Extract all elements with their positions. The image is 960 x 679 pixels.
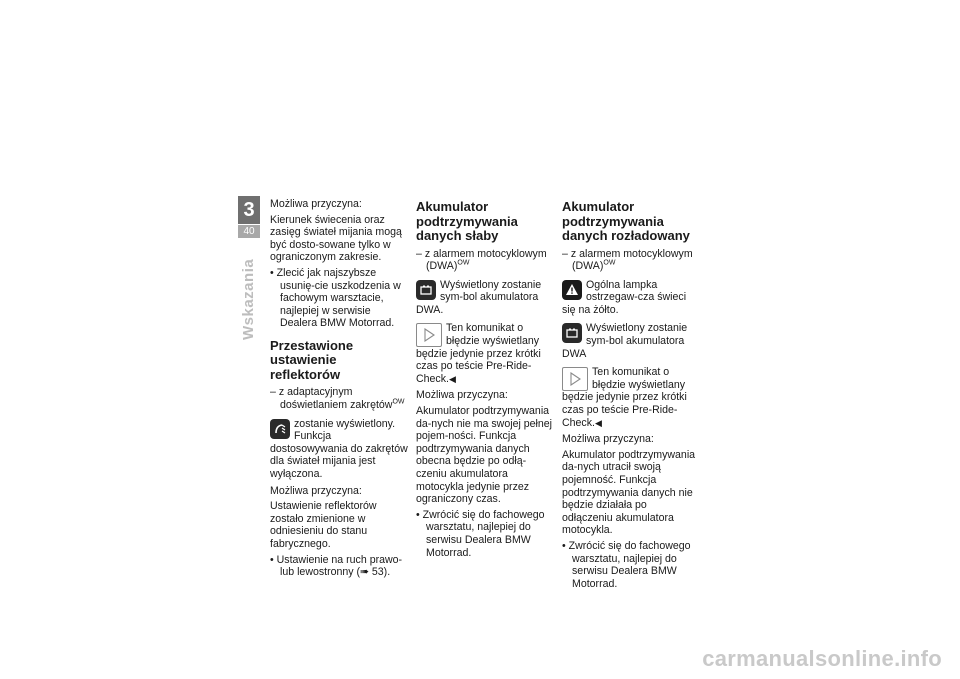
cause-text: Ustawienie reflektorów zostało zmienione w odniesieniu do stanu fabrycznego. — [270, 500, 377, 550]
icon-description: Wyświetlony zostanie sym-bol akumulatora DWA — [562, 322, 688, 360]
chapter-number: 3 — [238, 196, 260, 224]
icon-block — [270, 418, 408, 481]
option-marker: OW — [392, 398, 405, 406]
bullet-item: • Zwrócić się do fachowego warsztatu, najlepiej do serwisu Dealera BMW Motorrad. — [416, 508, 545, 559]
cause-label: Możliwa przyczyna: — [562, 433, 654, 446]
dash-item — [416, 248, 554, 273]
bullet-item: • Zwrócić się do fachowego warsztatu, najlepiej do serwisu Dealera BMW Motorrad. — [562, 539, 691, 590]
section-heading: Akumulator podtrzymywania danych rozładowany — [562, 199, 690, 243]
section-heading: Akumulator podtrzymywania danych słaby — [416, 199, 518, 243]
bullet-item: • Zlecić jak najszybsze usunię-cie uszkodzenia w fachowym warsztacie, najlepiej w serwisie Dealera BMW Motorrad. — [270, 266, 401, 330]
watermark: carmanualsonline.info — [702, 646, 942, 671]
cause-label: Możliwa przyczyna: — [270, 198, 362, 210]
dwa-battery-icon — [416, 280, 436, 300]
icon-description: Ogólna lampka ostrzegaw-cza świeci się na żółto. — [562, 278, 687, 316]
icon-description: Wyświetlony zostanie sym-bol akumulatora DWA. — [416, 278, 542, 316]
icon-description: zostanie wyświetlony. Funkcja dostosowywania do zakrętów dla świateł mijania jest wyłączona. — [270, 417, 408, 480]
section-heading: Przestawione ustawienie reflektorów — [270, 337, 354, 382]
chapter-badge — [238, 196, 260, 240]
dash-item — [270, 386, 408, 411]
chapter-side-label: Wskazania — [240, 258, 257, 340]
dash-text: – z alarmem motocyklowym (DWA) — [562, 247, 693, 273]
column-3 — [562, 198, 700, 593]
cause-text: Kierunek świecenia oraz zasięg świateł mijania mogą być dosto-sowane tylko w ograniczonym zakresie. — [270, 213, 402, 264]
cause-label: Możliwa przyczyna: — [270, 484, 362, 497]
end-mark-icon: ◀ — [594, 417, 602, 428]
column-2 — [416, 198, 554, 562]
end-mark-icon: ◀ — [448, 373, 456, 384]
dash-text: – z adaptacyjnym doświetlaniem zakrętów — [270, 386, 393, 412]
warning-triangle-icon — [562, 280, 582, 300]
icon-block — [416, 279, 554, 317]
icon-description: Ten komunikat o błędzie wyświetlany będzie jedynie przez krótki czas po teście Pre-Ride-Check. — [416, 322, 541, 385]
icon-block — [562, 322, 700, 360]
cause-text: Akumulator podtrzymywania da-nych utracił swoją pojemność. Funkcja podtrzymywania danych nie będzie działała po odłączeniu akumulatora motocykla. — [562, 448, 696, 537]
option-marker: OW — [603, 259, 616, 267]
icon-block — [562, 366, 700, 429]
icon-description: Ten komunikat o błędzie wyświetlany będzie jedynie przez krótki czas po teście Pre-Ride-Check. — [562, 366, 687, 429]
dash-item — [562, 248, 700, 273]
option-marker: OW — [457, 259, 470, 267]
play-triangle-icon — [416, 323, 442, 347]
icon-block — [416, 322, 554, 385]
dwa-battery-icon — [562, 323, 582, 343]
column-1 — [270, 198, 408, 582]
icon-block — [562, 279, 700, 317]
bullet-item: • Ustawienie na ruch prawo- lub lewostronny (➠ 53). — [270, 553, 403, 579]
cause-label: Możliwa przyczyna: — [416, 389, 508, 402]
cornering-light-icon — [270, 419, 290, 439]
dash-text: – z alarmem motocyklowym (DWA) — [416, 247, 547, 273]
page-number: 40 — [238, 225, 260, 238]
play-triangle-icon — [562, 367, 588, 391]
cause-text: Akumulator podtrzymywania da-nych nie ma swojej pełnej pojem-ności. Funkcja podtrzymywania danych obecna będzie po odłą-czeniu akumulatora motocykla jedynie przez ograniczony czas. — [416, 405, 553, 506]
